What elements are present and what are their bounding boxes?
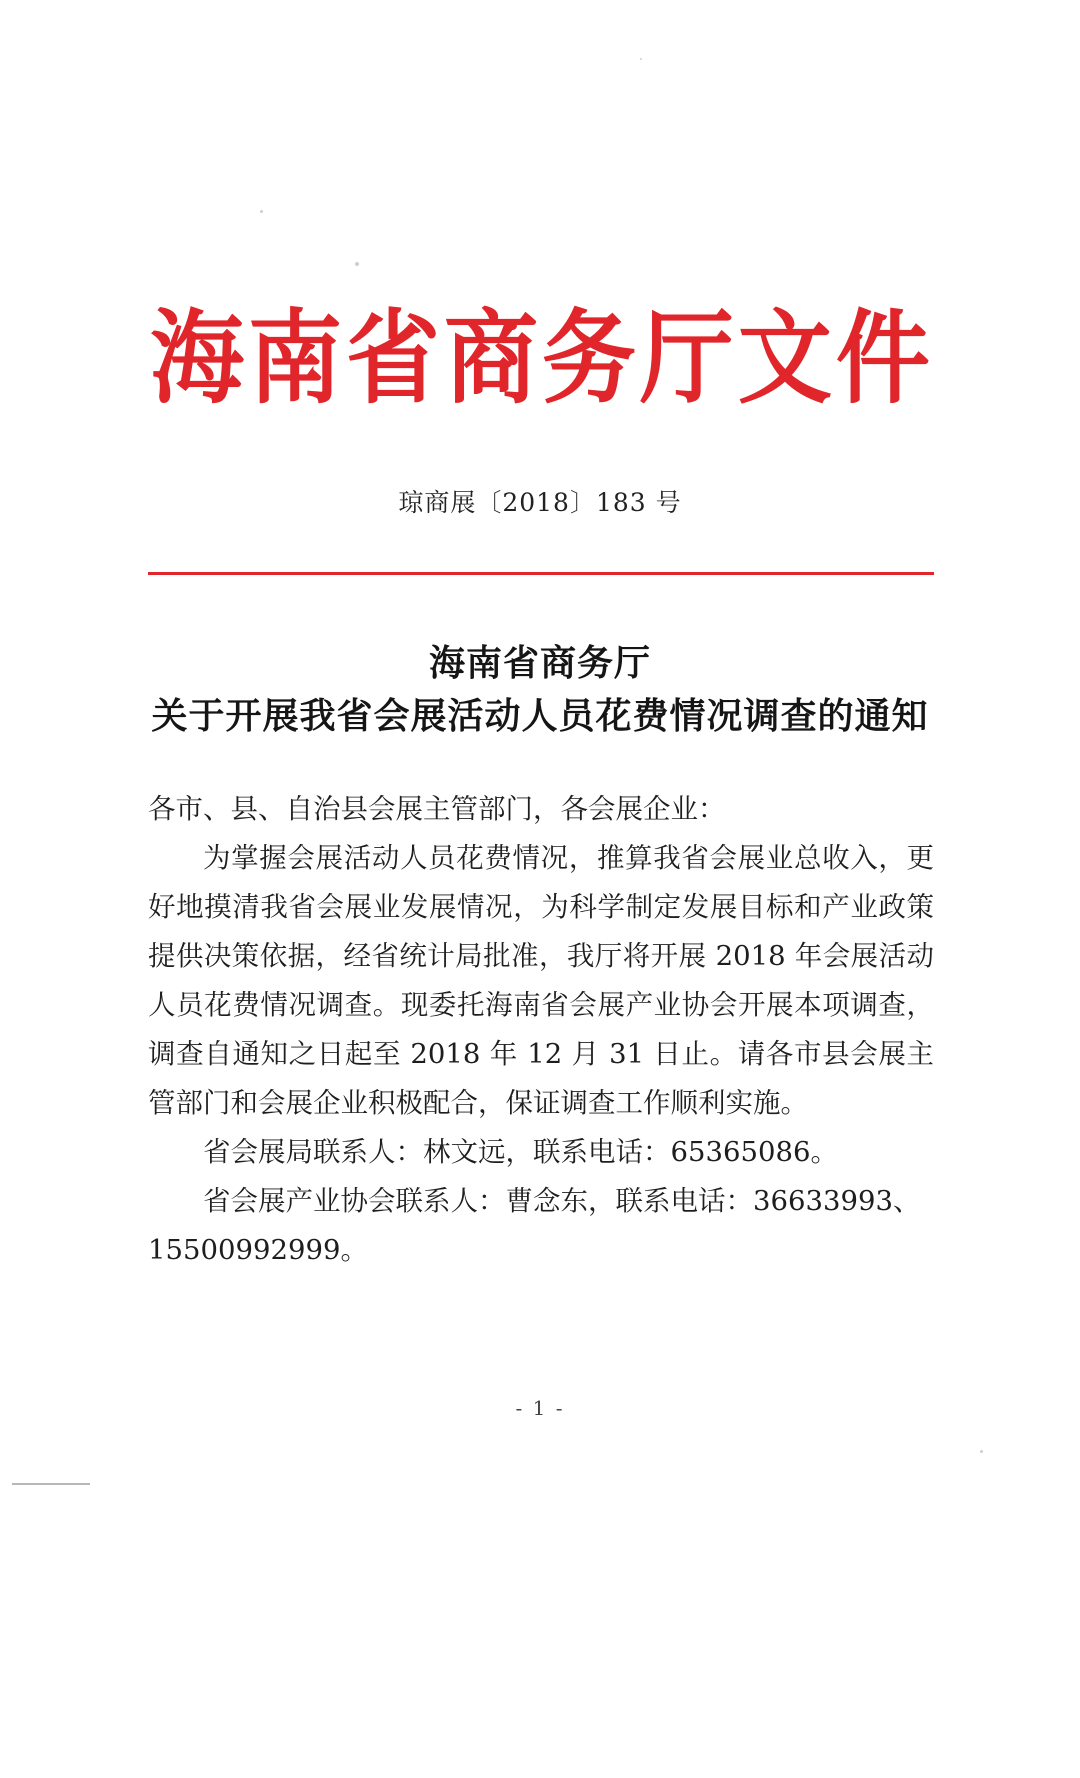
scan-dust	[980, 1450, 983, 1453]
scan-artifact-line	[12, 1483, 90, 1485]
document-number: 琼商展〔2018〕183 号	[398, 488, 682, 517]
body-paragraph: 为掌握会展活动人员花费情况，推算我省会展业总收入，更好地摸清我省会展业发展情况，为科学制定发展目标和产业政策提供决策依据，经省统计局批准，我厅将开展 2018 年会展活动人员花费情况调查。现委托海南省会展产业协会开展本项调查，调查自通知之日起至 2018 年 12 月 31 日止。请各市县会展主管部门和会展企业积极配合，保证调查工作顺利实施。	[148, 842, 934, 1119]
masthead-char: 商	[443, 300, 538, 419]
page-number: - 1 -	[515, 1396, 565, 1420]
contact-line-bureau: 省会展局联系人：林文远，联系电话：65365086。	[203, 1136, 838, 1168]
contact-line-association: 省会展产业协会联系人：曹念东，联系电话：36633993、15500992999。	[148, 1185, 921, 1266]
scan-dust	[640, 58, 642, 60]
scan-dust	[260, 210, 263, 213]
masthead-char: 件	[835, 300, 930, 419]
document-title-line-1: 海南省商务厅	[428, 642, 651, 684]
red-separator-line	[148, 572, 934, 575]
masthead-char: 厅	[639, 300, 734, 419]
masthead-char: 务	[541, 300, 636, 419]
document-title-line-2: 关于开展我省会展活动人员花费情况调查的通知	[151, 695, 929, 737]
masthead-char: 文	[737, 300, 832, 419]
scan-dust	[355, 262, 359, 266]
masthead-char: 南	[247, 300, 342, 419]
masthead-char: 海	[150, 300, 245, 419]
red-masthead	[150, 300, 930, 420]
masthead-char: 省	[345, 300, 440, 419]
addressee-line: 各市、县、自治县会展主管部门，各会展企业：	[148, 793, 726, 825]
